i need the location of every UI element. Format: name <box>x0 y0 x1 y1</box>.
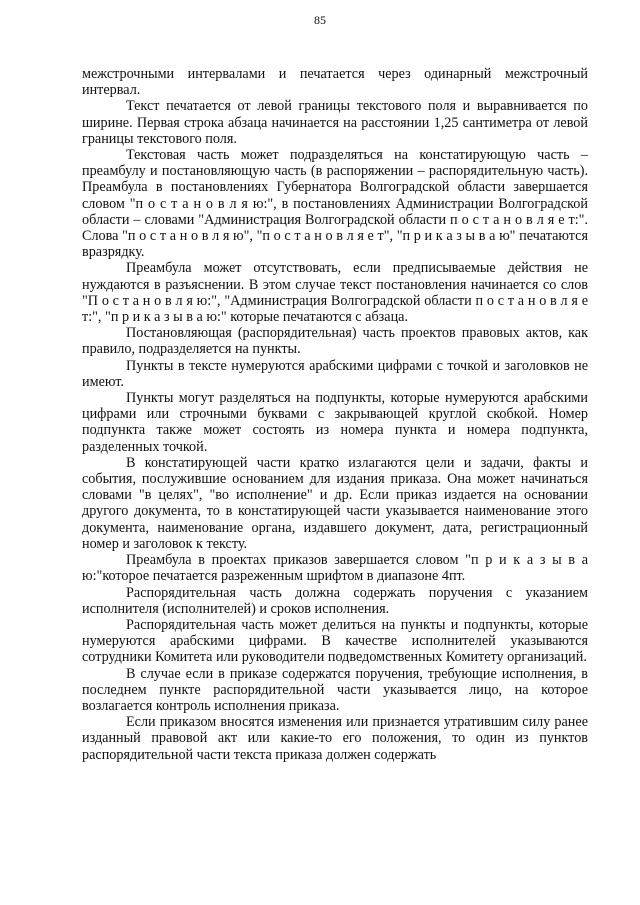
paragraph-control: В случае если в приказе содержатся поручения, требующие исполнения, в последнем пункте распорядительной части указывается лицо, на которое возлагается контроль исполнения приказа. <box>82 665 588 714</box>
paragraph-preamble-absent: Преамбула может отсутствовать, если предписываемые действия не нуждаются в разъяснении. В этом случае текст постановления начинается со слов "П о с т а н о в л я ю:", "Администрация Волгоградской области п о с т а н о в л я е т:", "п р и к а з ы в а ю:" которые печатаются с абзаца. <box>82 260 588 326</box>
paragraph-instructions: Распорядительная часть должна содержать поручения с указанием исполнителя (исполнителей) и сроков исполнения. <box>82 584 588 617</box>
paragraph-subpoints: Пункты могут разделяться на подпункты, которые нумеруются арабскими цифрами или строчными буквами с закрывающей круглой скобкой. Номер подпункта также может состоять из номера пункта и номера подпункта, разделенных точкой. <box>82 390 588 455</box>
paragraph-text-alignment: Текст печатается от левой границы текстового поля и выравнивается по ширине. Первая строка абзаца начинается на расстоянии 1,25 сантиметра от левой границы текстового поля. <box>82 98 588 147</box>
page-number: 85 <box>314 13 326 27</box>
paragraph-operative-part: Постановляющая (распорядительная) часть проектов правовых актов, как правило, подразделяется на пункты. <box>82 325 588 358</box>
paragraph-executors: Распорядительная часть может делиться на пункты и подпункты, которые нумеруются арабскими цифрами. В качестве исполнителей указываются сотрудники Комитета или руководители подведомственных Комитету организаций. <box>82 616 588 666</box>
paragraph-order-preamble: Преамбула в проектах приказов завершается словом "п р и к а з ы в а ю:"которое печатается разреженным шрифтом в диапазоне 4пт. <box>82 552 588 585</box>
document-body <box>82 66 588 763</box>
paragraph-points-numbering: Пункты в тексте нумеруются арабскими цифрами с точкой и заголовков не имеют. <box>82 357 588 390</box>
paragraph-continued: межстрочными интервалами и печатается через одинарный межстрочный интервал. <box>82 66 588 99</box>
paragraph-stating-part: В констатирующей части кратко излагаются цели и задачи, факты и события, послужившие основанием для издания приказа. Она может начинаться словами "в целях", "во исполнение" и др. Если приказ издается на основании другого документа, то в констатирующей части указывается наименование этого документа, наименование органа, издавшего документ, дата, регистрационный номер и заголовок к тексту. <box>82 454 588 552</box>
paragraph-amendments: Если приказом вносятся изменения или признается утратившим силу ранее изданный правовой акт или какие-то его положения, то один из пунктов распорядительной части текста приказа должен содержать <box>82 714 588 763</box>
paragraph-text-parts: Текстовая часть может подразделяться на констатирующую часть – преамбулу и постановляющую часть (в распоряжении – распорядительную часть). Преамбула в постановлениях Губернатора Волгоградской области завершается словом "п о с т а н о в л я ю:", в постановлениях Администрации Волгоградской области – словами "Администрация Волгоградской области п о с т а н о в л я е т:". Слова "п о с т а н о в л я ю", "п о с т а н о в л я е т", "п р и к а з ы в а ю" печатаются вразрядку. <box>82 147 588 261</box>
